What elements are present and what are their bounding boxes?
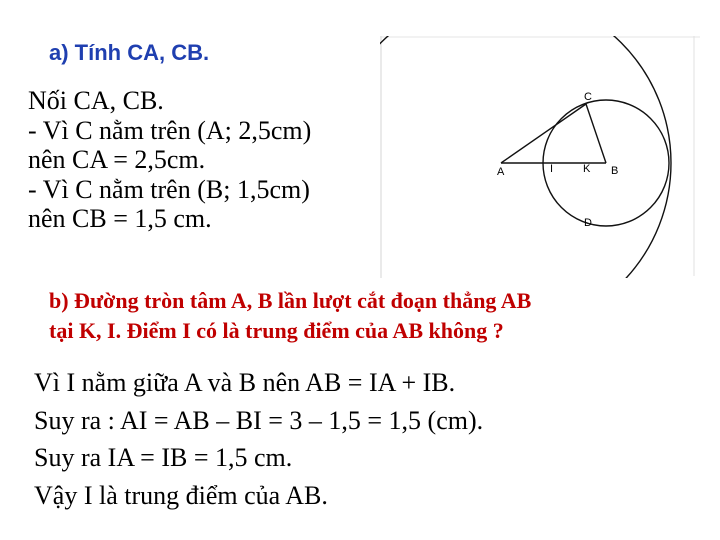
part-a-line: nên CA = 2,5cm.	[28, 145, 206, 174]
label-i: I	[550, 163, 554, 175]
segment-cb	[586, 104, 606, 163]
label-d: D	[584, 217, 592, 229]
part-b-line: Vậy I là trung điểm của AB.	[34, 480, 328, 510]
part-a-line: Nối CA, CB.	[28, 86, 164, 115]
part-a-heading: a) Tính CA, CB.	[49, 40, 210, 65]
part-b-heading-line: b) Đường tròn tâm A, B lần lượt cắt đoạn thẳng AB	[49, 288, 532, 313]
part-b-heading-line: tại K, I. Điểm I có là trung điểm của AB không ?	[49, 318, 504, 343]
part-b-line: Suy ra IA = IB = 1,5 cm.	[34, 443, 293, 472]
geometry-figure-svg	[380, 36, 700, 278]
part-b-line: Vì I nằm giữa A và B nên AB = IA + IB.	[34, 368, 456, 397]
part-b-solution	[34, 364, 483, 514]
part-b-line: Suy ra : AI = AB – BI = 3 – 1,5 = 1,5 (cm).	[34, 405, 484, 435]
label-c: C	[584, 91, 592, 103]
part-a-line: - Vì C nằm trên (B; 1,5cm)	[28, 174, 310, 204]
label-a: A	[497, 166, 505, 178]
part-b-heading	[49, 286, 709, 346]
part-a-line: nên CB = 1,5 cm.	[28, 204, 212, 233]
circle-a	[380, 36, 671, 278]
label-b: B	[611, 165, 619, 177]
label-k: K	[583, 163, 591, 175]
part-a-solution	[28, 86, 311, 234]
part-a-line: - Vì C nằm trên (A; 2,5cm)	[28, 115, 312, 145]
geometry-figure	[380, 36, 700, 283]
